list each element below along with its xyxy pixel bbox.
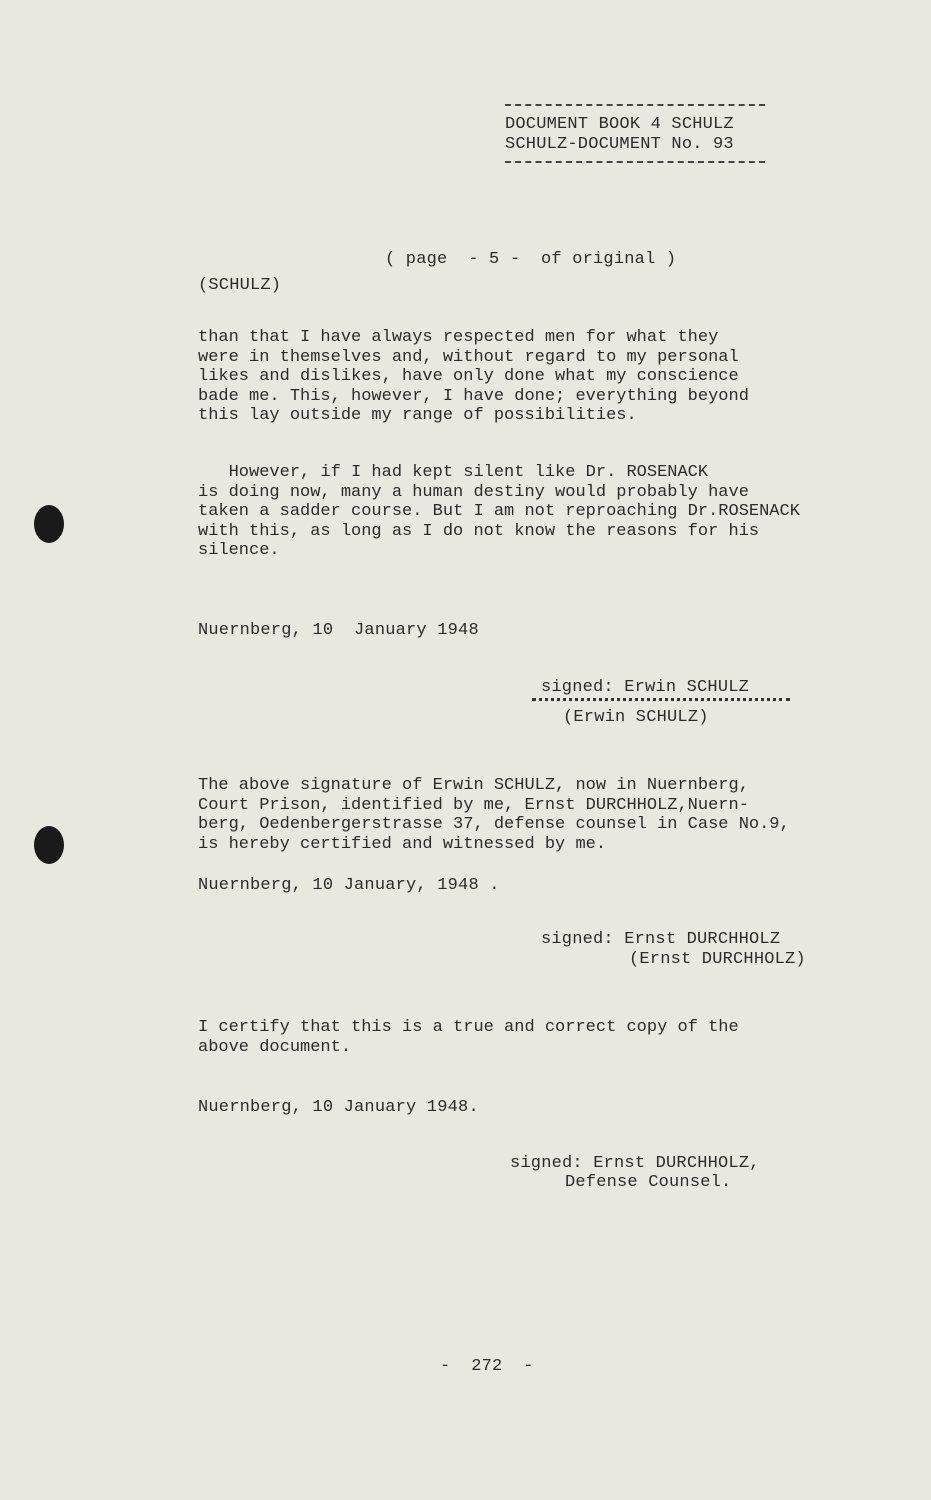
header-rule-top (505, 104, 765, 106)
paragraph-2-line: is doing now, many a human destiny would probably have (198, 482, 749, 502)
paragraph-3-line: The above signature of Erwin SCHULZ, now in Nuernberg, (198, 776, 749, 795)
header-rule-bottom (505, 161, 765, 163)
paragraph-3-line: Court Prison, identified by me, Ernst DURCHHOLZ,Nuern- (198, 795, 749, 815)
signature-2-name: (Ernst DURCHHOLZ) (629, 950, 806, 969)
signature-dotted-line (532, 698, 790, 701)
paragraph-4-line: I certify that this is a true and correct copy of the (198, 1018, 739, 1037)
paragraph-3-line: berg, Oedenbergerstrasse 37, defense counsel in Case No.9, (198, 815, 790, 835)
paragraph-3-line: is hereby certified and witnessed by me. (198, 834, 607, 854)
signature-2-signed: signed: Ernst DURCHHOLZ (541, 930, 781, 949)
paragraph-2-line: with this, as long as I do not know the reasons for his (198, 521, 760, 541)
paragraph-1-line: bade me. This, however, I have done; everything beyond (198, 386, 749, 406)
header-line-1: DOCUMENT BOOK 4 SCHULZ (505, 115, 734, 134)
paragraph-1-line: likes and dislikes, have only done what my conscience (198, 367, 739, 387)
page-number: - 272 - (440, 1357, 534, 1376)
paragraph-2-line: However, if I had kept silent like Dr. ROSENACK (198, 463, 709, 482)
punch-hole-top (34, 505, 64, 543)
paragraph-2-line: taken a sadder course. But I am not reproaching Dr.ROSENACK (198, 502, 800, 522)
paragraph-4 (198, 1018, 739, 1057)
paragraph-4-line: above document. (198, 1037, 352, 1057)
paragraph-1-line: were in themselves and, without regard to my personal (198, 347, 739, 367)
signature-3-title: Defense Counsel. (565, 1173, 732, 1192)
signature-1-signed: signed: Erwin SCHULZ (541, 678, 750, 697)
paragraph-1 (198, 328, 749, 426)
date-line-1: Nuernberg, 10 January 1948 (198, 621, 479, 640)
paragraph-2-line: silence. (198, 541, 280, 561)
paragraph-2 (198, 463, 800, 561)
date-line-2: Nuernberg, 10 January, 1948 . (198, 876, 500, 895)
signature-3-signed: signed: Ernst DURCHHOLZ, (510, 1154, 760, 1173)
signature-1-name: (Erwin SCHULZ) (563, 708, 709, 727)
header-line-2: SCHULZ-DOCUMENT No. 93 (505, 135, 734, 154)
page-reference: ( page - 5 - of original ) (385, 250, 677, 269)
paragraph-1-line: this lay outside my range of possibilities. (198, 406, 637, 426)
paragraph-3 (198, 776, 790, 854)
date-line-3: Nuernberg, 10 January 1948. (198, 1098, 479, 1117)
paragraph-1-line: than that I have always respected men for what they (198, 328, 719, 347)
punch-hole-bottom (34, 826, 64, 864)
speaker-label: (SCHULZ) (198, 276, 282, 295)
